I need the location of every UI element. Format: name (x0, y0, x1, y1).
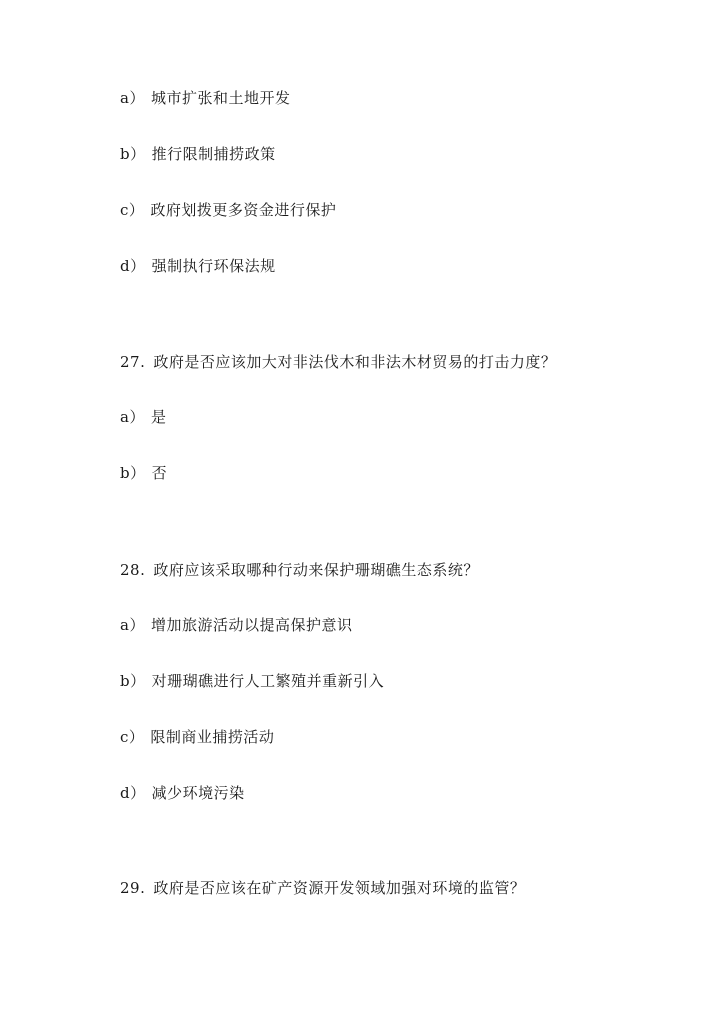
option-label: d） (120, 257, 146, 275)
option-label: d） (120, 784, 146, 802)
option-label: a） (120, 89, 145, 107)
option-label: c） (120, 728, 145, 746)
q27-option-b (120, 463, 167, 483)
option-text: 强制执行环保法规 (151, 257, 276, 275)
option-label: a） (120, 408, 145, 426)
option-text: 减少环境污染 (151, 784, 245, 802)
q28-option-b (120, 671, 384, 691)
option-text: 限制商业捕捞活动 (150, 728, 275, 746)
option-text: 否 (151, 464, 168, 482)
q26-option-b (120, 144, 276, 164)
option-text: 是 (150, 408, 167, 426)
option-label: b） (120, 464, 146, 482)
question-number: 29. (120, 879, 146, 897)
option-label: a） (120, 616, 145, 634)
option-label: b） (120, 145, 146, 163)
option-text: 政府划拨更多资金进行保护 (150, 201, 337, 219)
q28-option-d (120, 783, 245, 803)
question-number: 28. (120, 561, 146, 579)
q26-option-a (120, 88, 290, 108)
option-text: 对珊瑚礁进行人工繁殖并重新引入 (151, 672, 385, 690)
option-label: c） (120, 201, 145, 219)
q27-option-a (120, 407, 166, 427)
option-text: 城市扩张和土地开发 (150, 89, 291, 107)
question-number: 27. (120, 353, 146, 371)
question-28 (120, 560, 479, 580)
question-29 (120, 878, 525, 898)
question-text: 政府应该采取哪种行动来保护珊瑚礁生态系统？ (153, 561, 479, 579)
option-text: 增加旅游活动以提高保护意识 (150, 616, 353, 634)
q26-option-d (120, 256, 276, 276)
option-text: 推行限制捕捞政策 (151, 145, 276, 163)
q28-option-a (120, 615, 352, 635)
question-27 (120, 352, 556, 372)
q28-option-c (120, 727, 274, 747)
q26-option-c (120, 200, 336, 220)
question-text: 政府是否应该在矿产资源开发领域加强对环境的监管？ (153, 879, 526, 897)
option-label: b） (120, 672, 146, 690)
question-text: 政府是否应该加大对非法伐木和非法木材贸易的打击力度？ (153, 353, 557, 371)
